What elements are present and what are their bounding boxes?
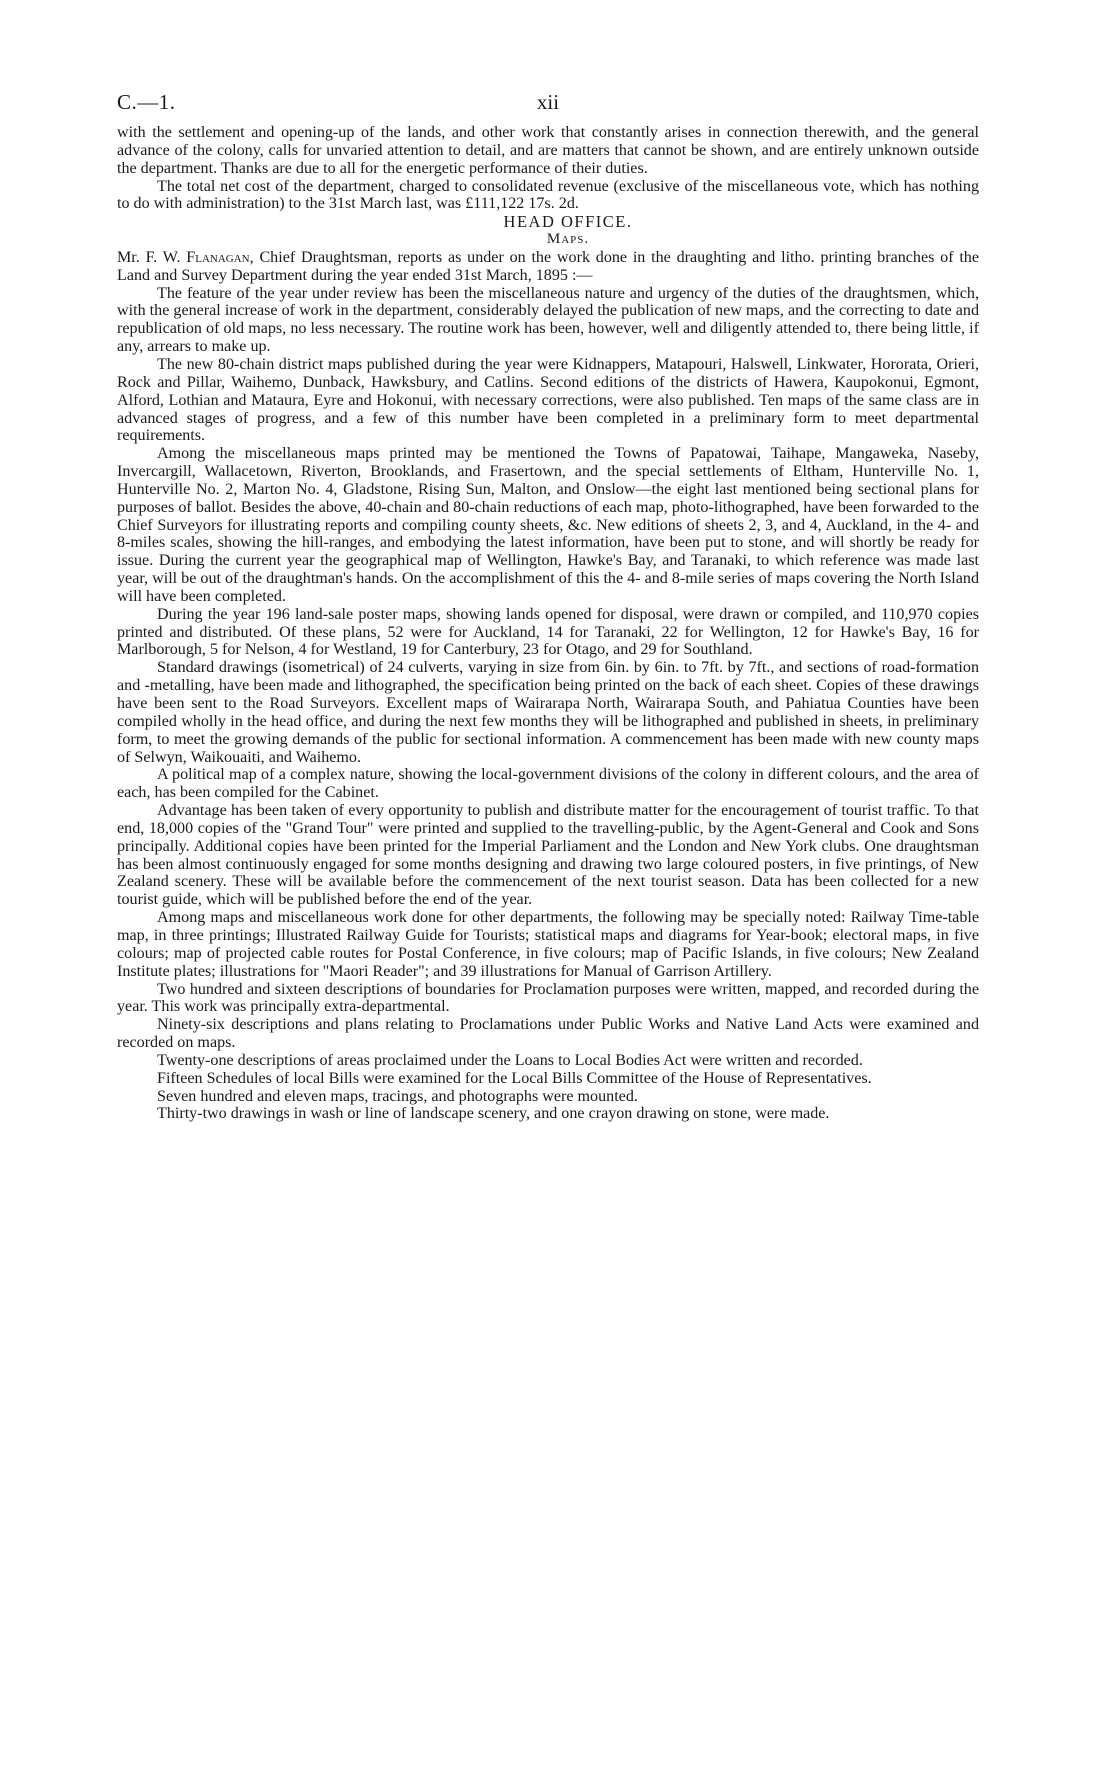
report-paragraph: Among maps and miscellaneous work done for other departments, the following may be specially noted: Railway Time-table map, in three printings; Illustrated Railway Guide for Tourists; statistical maps and diagrams for Year-book; electoral maps, in five colours; map of projected cable routes for Postal Conference, in five colours; map of Pacific Islands, in five colours; New Zealand Institute plates; illustrations for "Maori Reader"; and 39 illustrations for Manual of Garrison Artillery. [117,909,979,980]
report-paragraph: During the year 196 land-sale poster maps, showing lands opened for disposal, were drawn or compiled, and 110,970 copies printed and distributed. Of these plans, 52 were for Auckland, 14 for Taranaki, 22 for Wellington, 12 for Hawke's Bay, 16 for Marlborough, 5 for Nelson, 4 for Westland, 19 for Canterbury, 23 for Otago, and 29 for Southland. [117,605,979,659]
report-paragraph: A political map of a complex nature, showing the local-government divisions of the colony in different colours, and the area of each, has been compiled for the Cabinet. [117,766,979,802]
report-paragraph: Thirty-two drawings in wash or line of landscape scenery, and one crayon drawing on stone, were made. [157,1105,830,1123]
section-subtitle: Maps. [546,231,590,248]
body-text [117,124,979,1123]
page-number: xii [536,90,560,114]
report-paragraph: Twenty-one descriptions of areas proclaimed under the Loans to Local Bodies Act were written and recorded. [157,1051,863,1069]
section-title: HEAD OFFICE. [503,212,633,232]
document-id: C.—1. [117,90,176,114]
chief-draughtsman-name: Flanagan [186,248,250,266]
opening-rest: , Chief Draughtsman, reports as under on the work done in the draughting and litho. printing branches of the Land and Survey Department during the year ended 31st March, 1895 :— [117,248,979,284]
document-page [117,90,979,1123]
intro-paragraph: The total net cost of the department, charged to consolidated revenue (exclusive of the miscellaneous vote, which has nothing to do with administration) to the 31st March last, was £111,122 17s. 2d. [117,177,979,213]
opening-prefix: Mr. F. W. [117,248,187,266]
report-paragraph: Two hundred and sixteen descriptions of boundaries for Proclamation purposes were written, mapped, and recorded during the year. This work was principally extra-departmental. [117,980,979,1016]
report-paragraph: The new 80-chain district maps published during the year were Kidnappers, Matapouri, Halswell, Linkwater, Hororata, Orieri, Rock and Pillar, Waihemo, Dunback, Hawksbury, and Catlins. Second editions of the districts of Hawera, Kaupokonui, Egmont, Alford, Lothian and Mataura, Eyre and Hokonui, with necessary corrections, were also published. Ten maps of the same class are in advanced stages of progress, and a few of this number have been completed in a preliminary form to meet departmental requirements. [117,355,979,445]
report-paragraph: The feature of the year under review has been the miscellaneous nature and urgency of the duties of the draughtsmen, which, with the general increase of work in the department, considerably delayed the publication of new maps, and the correcting to date and republication of old maps, no less necessary. The routine work has been, however, well and diligently attended to, there being little, if any, arrears to make up. [117,284,979,356]
report-paragraph: Advantage has been taken of every opportunity to publish and distribute matter for the encouragement of tourist traffic. To that end, 18,000 copies of the "Grand Tour" were printed and supplied to the travelling-public, by the Agent-General and Cook and Sons principally. Additional copies have been printed for the Imperial Parliament and the London and New York clubs. One draughtsman has been almost continuously engaged for some months designing and drawing two large coloured posters, in five printings, of New Zealand scenery. These will be available before the commencement of the next tourist season. Data has been collected for a new tourist guide, which will be published before the end of the year. [117,802,979,909]
report-paragraph: Fifteen Schedules of local Bills were examined for the Local Bills Committee of the House of Representatives. [157,1069,872,1087]
report-paragraph: Among the miscellaneous maps printed may be mentioned the Towns of Papatowai, Taihape, Mangaweka, Naseby, Invercargill, Wallacetown, Riverton, Brooklands, and Frasertown, and the special settlements of Eltham, Hunterville No. 1, Hunterville No. 2, Marton No. 4, Gladstone, Rising Sun, Malton, and Onslow—the eight last mentioned being sectional plans for purposes of ballot. Besides the above, 40-chain and 80-chain reductions of each map, photo-lithographed, have been forwarded to the Chief Surveyors for illustrating reports and compiling county sheets, &c. New editions of sheets 2, 3, and 4, Auckland, in the 4- and 8-miles scales, showing the hill-ranges, and embodying the latest information, have been put to stone, and will shortly be ready for issue. During the current year the geographical map of Wellington, Hawke's Bay, and Taranaki, to which reference was made last year, will be out of the draughtman's hands. On the accomplishment of this the 4- and 8-mile series of maps covering the North Island will have been completed. [117,445,979,605]
report-paragraph: Seven hundred and eleven maps, tracings, and photographs were mounted. [157,1087,638,1105]
report-paragraph: Ninety-six descriptions and plans relating to Proclamations under Public Works and Native Land Acts were examined and recorded on maps. [117,1016,979,1052]
page-header [117,90,979,124]
report-paragraph: Standard drawings (isometrical) of 24 culverts, varying in size from 6in. by 6in. to 7ft. by 7ft., and sections of road-formation and -metalling, have been made and lithographed, the specification being printed on the back of each sheet. Copies of these drawings have been sent to the Road Surveyors. Excellent maps of Wairarapa North, Wairarapa South, and Pahiatua Counties have been compiled wholly in the head office, and during the next few months they will be lithographed and published in sheets, in preliminary form, to meet the growing demands of the public for sectional information. A commencement has been made with new county maps of Selwyn, Waikouaiti, and Waihemo. [117,659,979,766]
intro-paragraph: with the settlement and opening-up of the lands, and other work that constantly arises in connection therewith, and the general advance of the colony, calls for unvaried attention to detail, and are matters that cannot be shown, and are entirely unknown outside the department. Thanks are due to all for the energetic performance of their duties. [117,124,979,177]
report-opening [117,249,979,285]
